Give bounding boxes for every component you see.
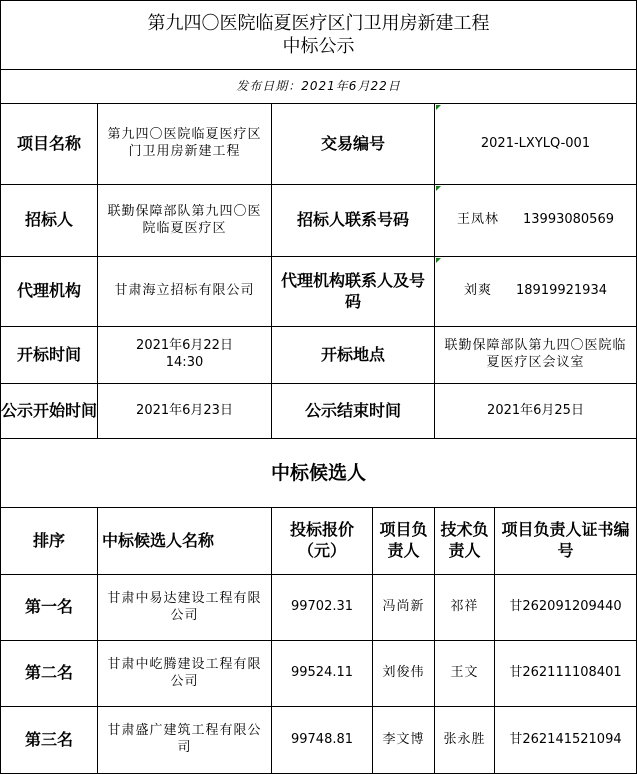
cell-comment-marker <box>436 258 441 263</box>
agency-contact-name: 刘爽 <box>464 283 493 299</box>
notice-start-label: 公示开始时间 <box>0 384 98 439</box>
agency-contact-value <box>435 257 637 327</box>
candidates-heading: 中标候选人 <box>0 439 637 508</box>
title-block <box>0 0 637 70</box>
project-name-value: 第九四〇医院临夏医疗区门卫用房新建工程 <box>98 104 272 185</box>
col-header-manager: 项目负责人 <box>373 508 435 575</box>
col-header-rank: 排序 <box>0 508 98 575</box>
publish-date: 发布日期：2021年6月22日 <box>0 70 637 104</box>
agency-contact-phone: 18919921934 <box>516 283 607 299</box>
open-clock: 14:30 <box>165 355 204 370</box>
col-header-name: 中标候选人名称 <box>98 508 272 575</box>
candidate-name: 甘肃中屹腾建设工程有限公司 <box>98 641 272 707</box>
candidate-tech: 王文 <box>435 641 495 707</box>
page-title: 第九四〇医院临夏医疗区门卫用房新建工程 <box>147 12 490 34</box>
project-name-label: 项目名称 <box>0 104 98 185</box>
candidate-name: 甘肃中易达建设工程有限公司 <box>98 575 272 641</box>
candidate-tech: 祁祥 <box>435 575 495 641</box>
tenderer-label: 招标人 <box>0 185 98 257</box>
candidate-manager: 冯尚新 <box>373 575 435 641</box>
page-subtitle: 中标公示 <box>282 36 355 57</box>
tenderer-contact-phone: 13993080569 <box>523 212 614 228</box>
tenderer-contact-label: 招标人联系号码 <box>272 185 435 257</box>
candidate-manager: 刘俊伟 <box>373 641 435 707</box>
notice-end-label: 公示结束时间 <box>272 384 435 439</box>
candidate-price: 99524.11 <box>272 641 373 707</box>
col-header-cert: 项目负责人证书编号 <box>495 508 637 575</box>
cell-comment-marker <box>436 186 441 191</box>
candidate-rank: 第二名 <box>0 641 98 707</box>
candidate-name: 甘肃盛广建筑工程有限公司 <box>98 707 272 774</box>
candidate-rank: 第一名 <box>0 575 98 641</box>
tenderer-contact-name: 王凤林 <box>457 212 500 228</box>
trade-no-value: 2021-LXYLQ-001 <box>435 104 637 185</box>
notice-end-value: 2021年6月25日 <box>435 384 637 439</box>
agency-label: 代理机构 <box>0 257 98 327</box>
agency-value: 甘肃海立招标有限公司 <box>98 257 272 327</box>
open-time-label: 开标时间 <box>0 327 98 384</box>
cell-comment-marker <box>436 105 441 110</box>
open-place-label: 开标地点 <box>272 327 435 384</box>
col-header-tech: 技术负责人 <box>435 508 495 575</box>
trade-no-label: 交易编号 <box>272 104 435 185</box>
candidate-manager: 李文博 <box>373 707 435 774</box>
agency-contact-label: 代理机构联系人及号码 <box>272 257 435 327</box>
candidate-cert: 甘262141521094 <box>495 707 637 774</box>
candidate-cert: 甘262111108401 <box>495 641 637 707</box>
open-date: 2021年6月22日 <box>136 338 233 354</box>
candidate-tech: 张永胜 <box>435 707 495 774</box>
open-time-value <box>98 327 272 384</box>
tenderer-value: 联勤保障部队第九四〇医院临夏医疗区 <box>98 185 272 257</box>
notice-start-value: 2021年6月23日 <box>98 384 272 439</box>
candidate-price: 99748.81 <box>272 707 373 774</box>
candidate-price: 99702.31 <box>272 575 373 641</box>
open-place-value: 联勤保障部队第九四〇医院临夏医疗区会议室 <box>435 327 637 384</box>
candidate-cert: 甘262091209440 <box>495 575 637 641</box>
candidate-rank: 第三名 <box>0 707 98 774</box>
col-header-price: 投标报价（元） <box>272 508 373 575</box>
tenderer-contact-value <box>435 185 637 257</box>
